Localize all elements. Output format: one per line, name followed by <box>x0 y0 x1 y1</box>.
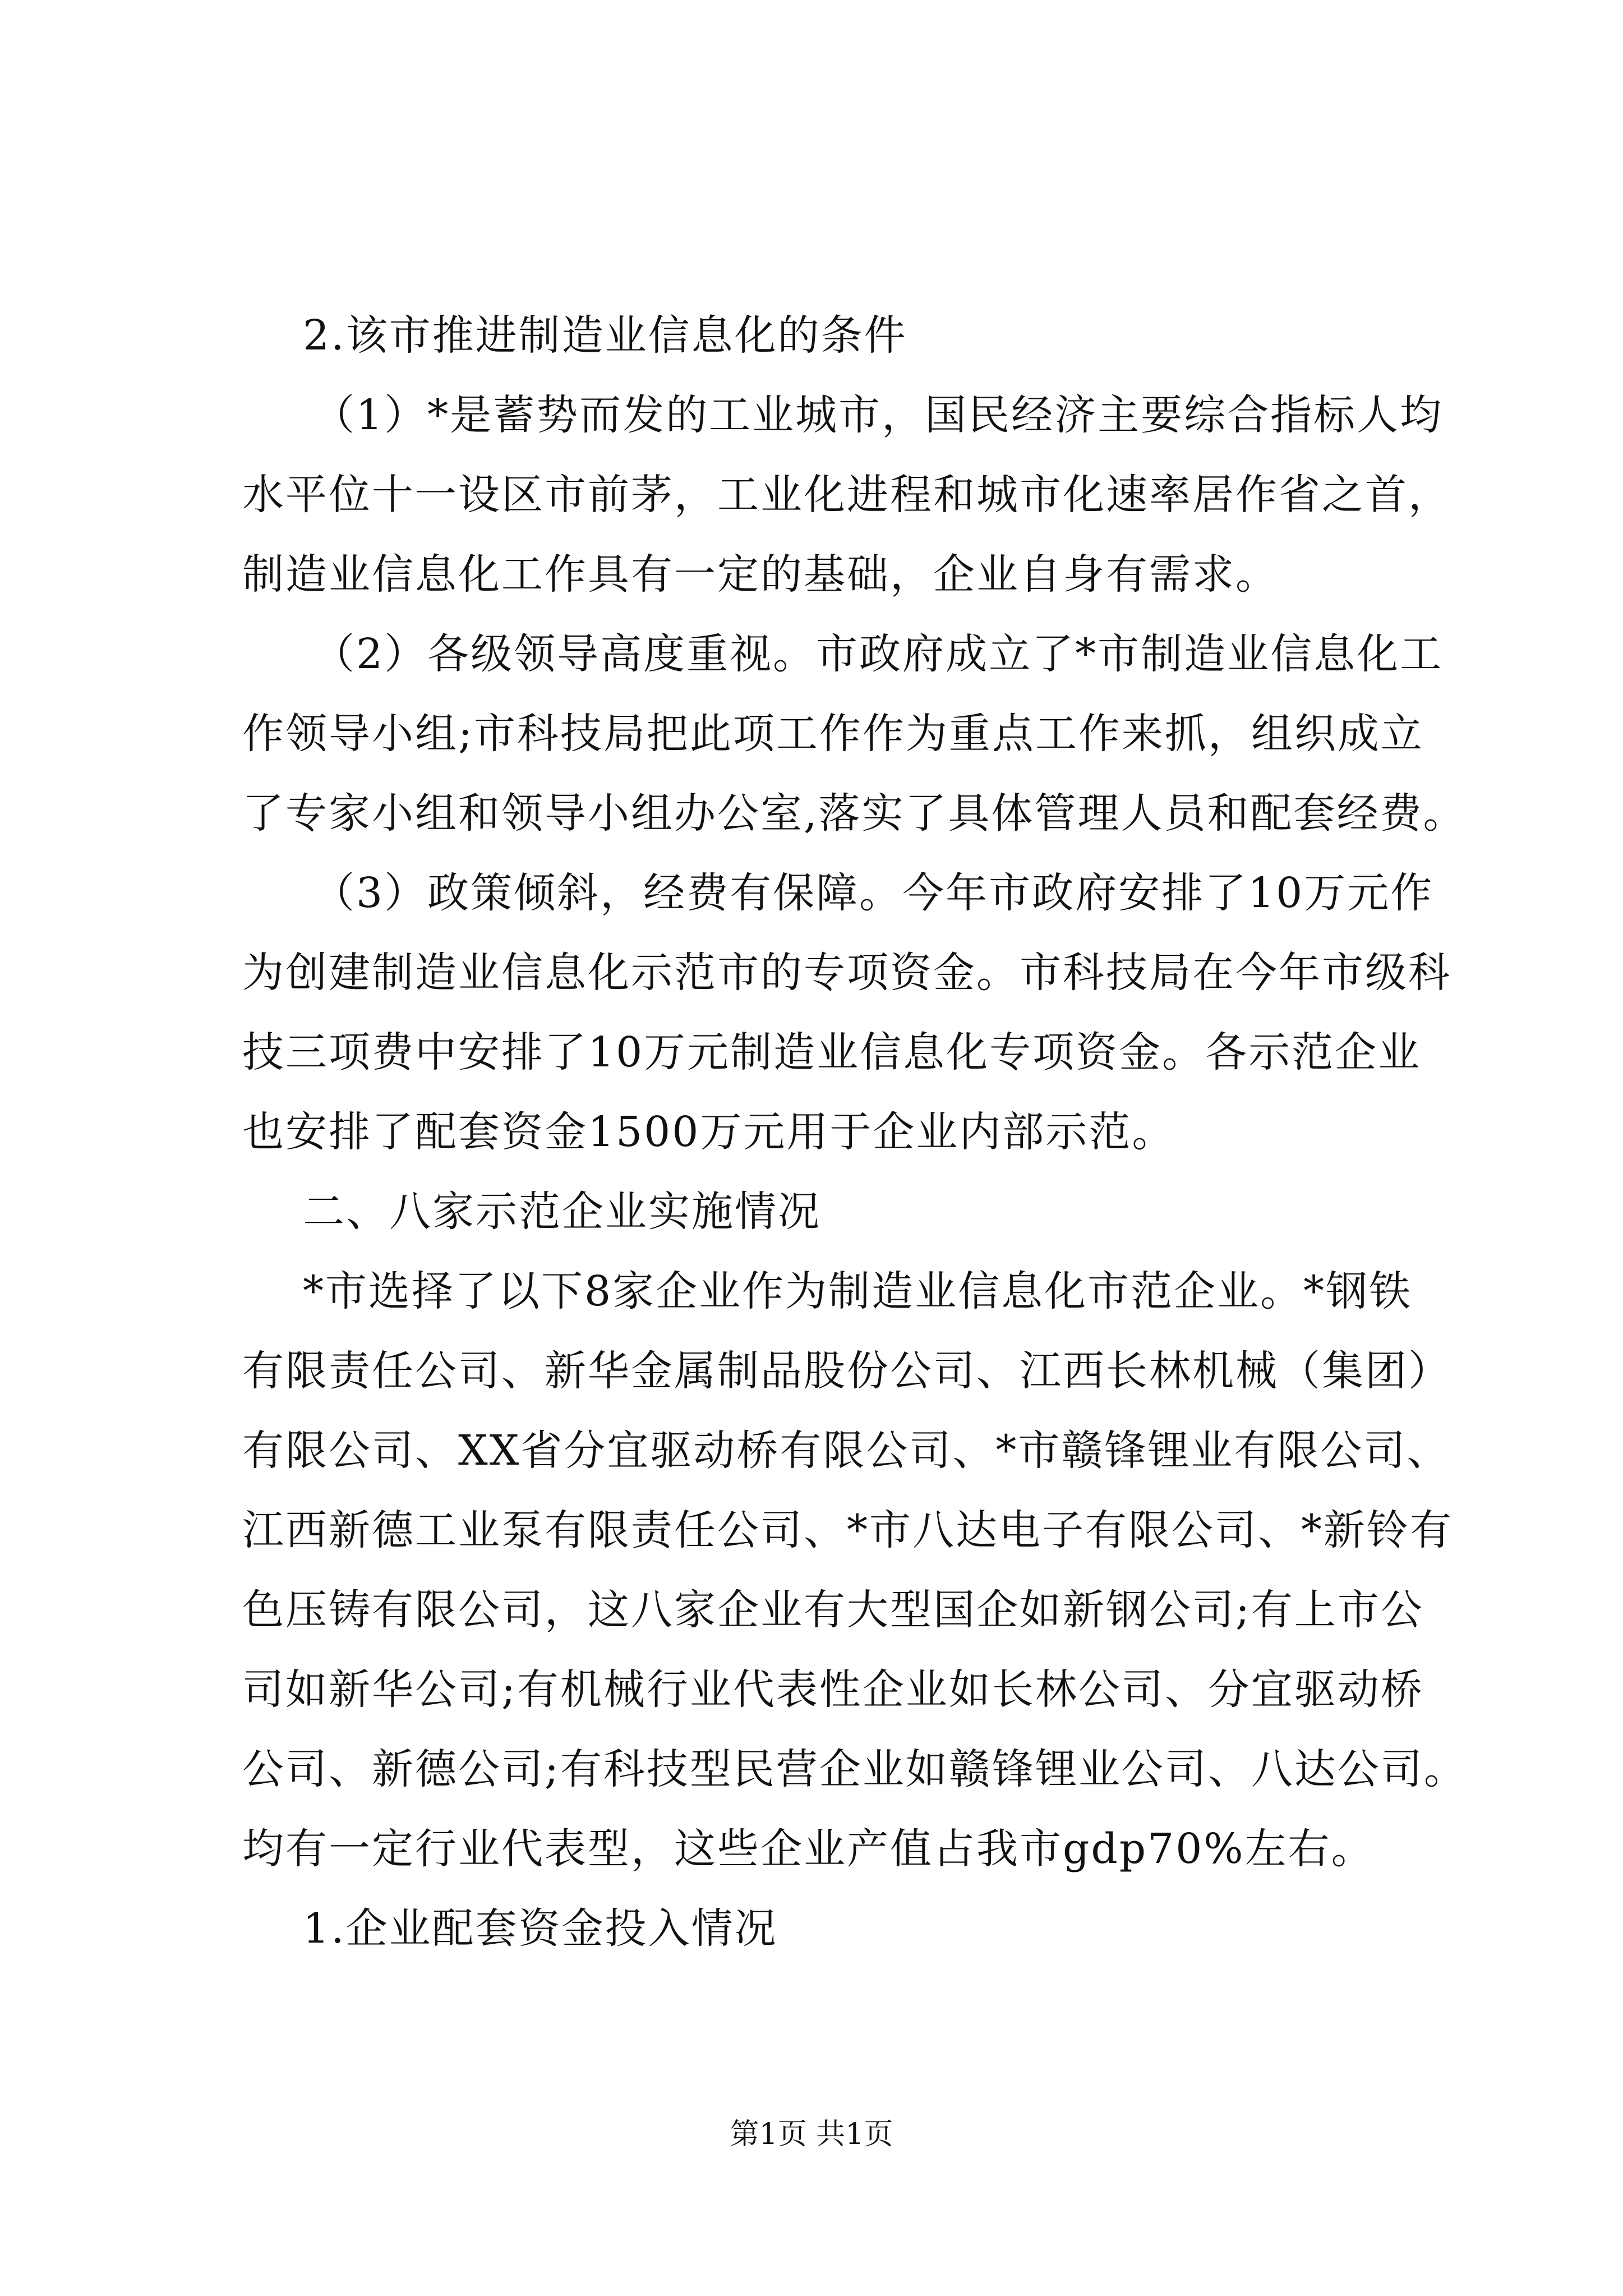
paragraph-line: 司如新华公司;有机械行业代表性企业如长林公司、分宜驱动桥 <box>242 1665 1424 1714</box>
paragraph-line: 为创建制造业信息化示范市的专项资金。市科技局在今年市级科 <box>242 949 1451 997</box>
page-number: 第1页 共1页 <box>730 2118 893 2151</box>
paragraph-line: 有限公司、XX省分宜驱动桥有限公司、*市赣锋锂业有限公司、 <box>242 1427 1450 1475</box>
paragraph-line: （2）各级领导高度重视。市政府成立了*市制造业信息化工 <box>313 630 1444 678</box>
paragraph-line: 技三项费中安排了10万元制造业信息化专项资金。各示范企业 <box>242 1028 1422 1076</box>
paragraph-line: 了专家小组和领导小组办公室,落实了具体管理人员和配套经费。 <box>242 789 1467 838</box>
paragraph-line: 作领导小组;市科技局把此项工作作为重点工作来抓，组织成立 <box>242 710 1424 758</box>
paragraph-line: 水平位十一设区市前茅，工业化进程和城市化速率居作省之首， <box>242 471 1451 519</box>
section-heading: 2.该市推进制造业信息化的条件 <box>303 311 907 360</box>
paragraph-line: 制造业信息化工作具有一定的基础，企业自身有需求。 <box>242 550 1279 599</box>
paragraph-line: 均有一定行业代表型，这些企业产值占我市gdp70%左右。 <box>242 1825 1375 1873</box>
paragraph-line: *市选择了以下8家企业作为制造业信息化市范企业。*钢铁 <box>303 1267 1413 1315</box>
paragraph-line: 有限责任公司、新华金属制品股份公司、江西长林机械（集团） <box>242 1347 1451 1395</box>
paragraph-line: 也安排了配套资金1500万元用于企业内部示范。 <box>242 1108 1175 1156</box>
paragraph-line: （3）政策倾斜，经费有保障。今年市政府安排了10万元作 <box>313 869 1434 917</box>
paragraph-line: 公司、新德公司;有科技型民营企业如赣锋锂业公司、八达公司。 <box>242 1745 1467 1793</box>
section-heading: 二、八家示范企业实施情况 <box>303 1188 821 1236</box>
paragraph-line: 江西新德工业泵有限责任公司、*市八达电子有限公司、*新铃有 <box>242 1506 1453 1554</box>
paragraph-line: 色压铸有限公司，这八家企业有大型国企如新钢公司;有上市公 <box>242 1586 1424 1634</box>
section-heading: 1.企业配套资金投入情况 <box>303 1904 778 1953</box>
paragraph-line: （1）*是蓄势而发的工业城市，国民经济主要综合指标人均 <box>313 391 1444 439</box>
